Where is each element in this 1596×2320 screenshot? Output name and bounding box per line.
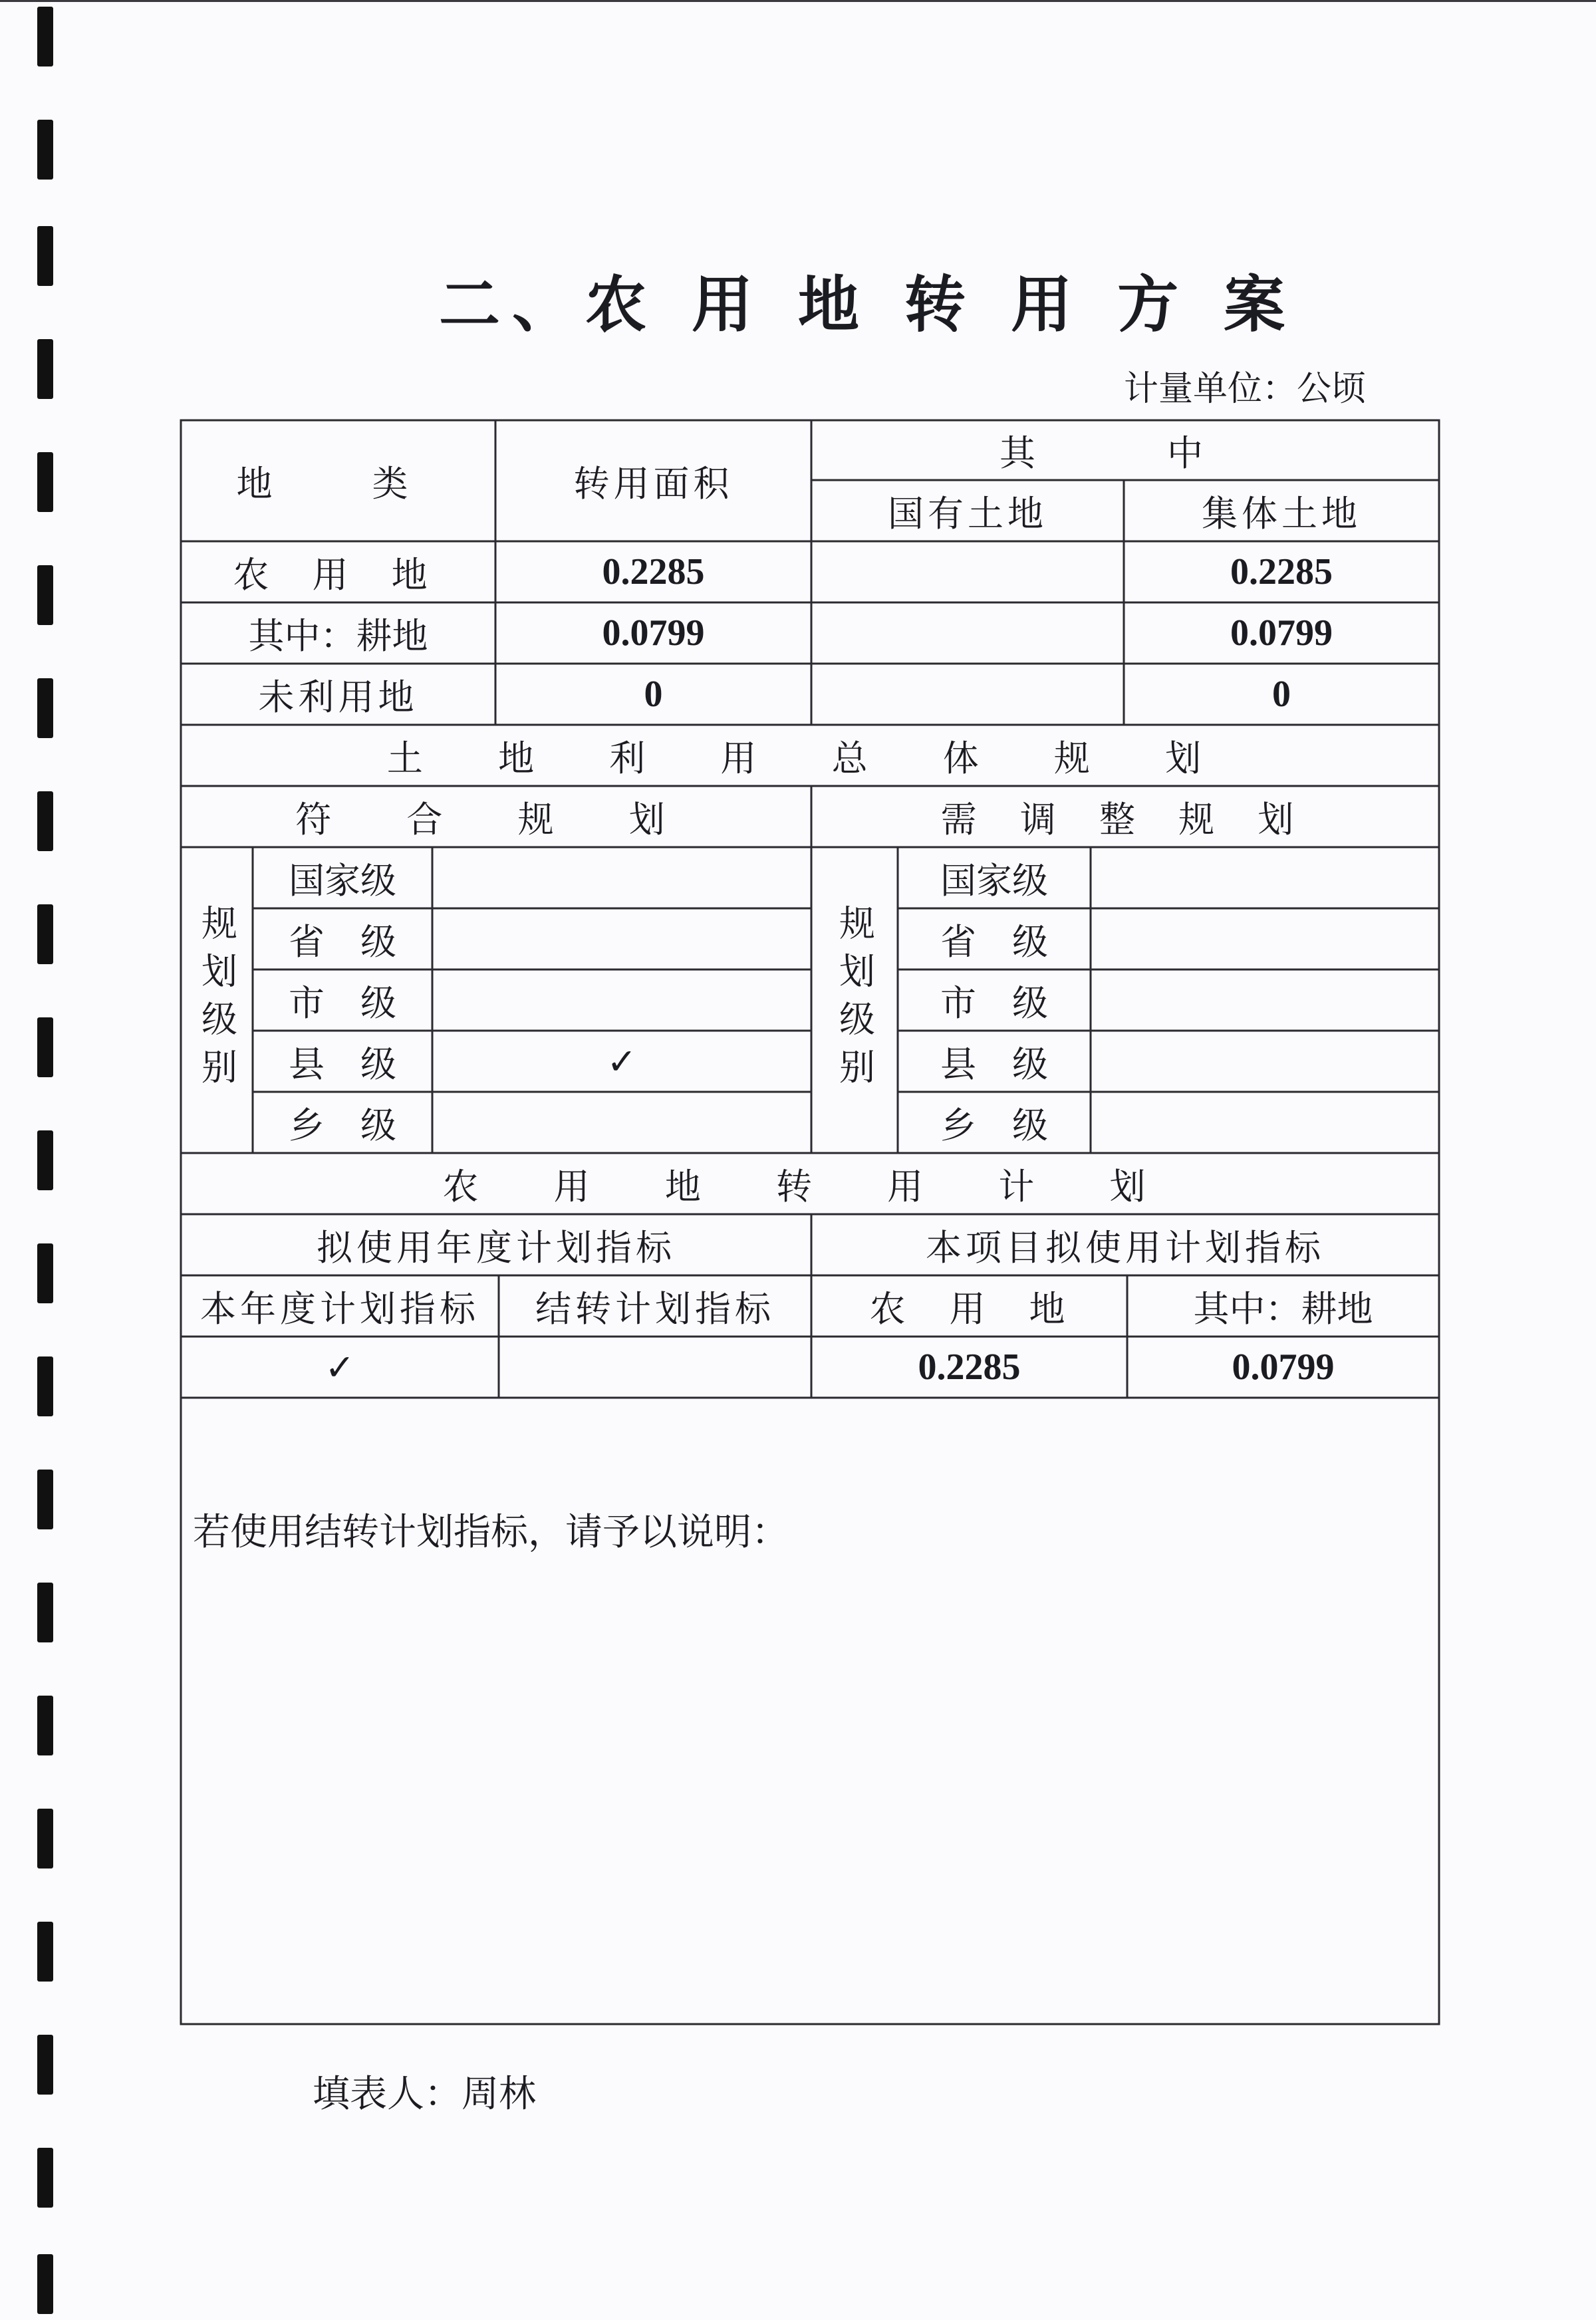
planning-heading: 土 地 利 用 总 体 规 划 <box>386 737 1234 779</box>
row-label-cultivated: 其中：耕地 <box>248 614 428 657</box>
unit-label: 计量单位：公顷 <box>1124 369 1367 409</box>
binding-mark <box>37 565 53 625</box>
binding-mark <box>37 1243 53 1303</box>
adjust-level-city: 市 级 <box>940 981 1048 1024</box>
binding-mark <box>37 2148 53 2208</box>
col-this-year-quota: 本年度计划指标 <box>200 1287 479 1330</box>
conform-mark-national <box>432 847 811 908</box>
carry-over-quota-value <box>499 1337 811 1398</box>
col-carry-over-quota: 结转计划指标 <box>535 1287 775 1330</box>
binding-mark <box>37 120 53 180</box>
binding-mark <box>37 678 53 738</box>
header-converted-area: 转用面积 <box>573 462 733 505</box>
binding-mark <box>37 904 53 964</box>
binding-mark <box>37 7 53 66</box>
adjust-mark-county <box>1091 1031 1439 1092</box>
conform-level-label: 规划级别 <box>196 904 238 1096</box>
header-state-land: 国有土地 <box>888 492 1047 535</box>
conform-mark-township <box>432 1092 811 1153</box>
binding-mark <box>37 452 53 512</box>
page-top-edge <box>0 0 1596 2</box>
adjust-mark-province <box>1091 908 1439 969</box>
adjust-heading: 需 调 整 规 划 <box>940 798 1310 840</box>
adjust-level-province: 省 级 <box>940 920 1048 963</box>
cultivated-quota-value: 0.0799 <box>1232 1347 1335 1388</box>
conform-mark-county: ✓ <box>606 1040 637 1083</box>
unused-state-value <box>811 664 1124 725</box>
adjust-level-label: 规划级别 <box>833 904 876 1096</box>
adjust-mark-national <box>1091 847 1439 908</box>
header-of-which: 其 中 <box>999 432 1251 474</box>
binding-mark <box>37 2035 53 2095</box>
binding-mark <box>37 1922 53 1982</box>
conform-level-national: 国家级 <box>289 859 396 902</box>
conversion-plan-heading: 农 用 地 转 用 计 划 <box>442 1165 1178 1208</box>
adjust-level-township: 乡 级 <box>940 1104 1048 1146</box>
form-filler: 填表人：周林 <box>313 2073 536 2116</box>
binding-mark <box>37 1017 53 1077</box>
project-quota-heading: 本项目拟使用计划指标 <box>926 1226 1325 1269</box>
conform-mark-province <box>432 908 811 969</box>
cultivated-state-value <box>811 602 1124 664</box>
col-cultivated: 其中：耕地 <box>1193 1287 1373 1330</box>
conform-level-city: 市 级 <box>289 981 396 1024</box>
binding-mark <box>37 791 53 851</box>
adjust-level-county: 县 级 <box>940 1043 1048 1085</box>
agricultural-area-value: 0.2285 <box>602 551 705 592</box>
unused-collective-value: 0 <box>1272 674 1291 715</box>
conform-level-county: 县 级 <box>289 1043 396 1085</box>
binding-mark <box>37 1470 53 1529</box>
header-collective-land: 集体土地 <box>1202 492 1361 535</box>
adjust-level-national: 国家级 <box>940 859 1048 902</box>
binding-mark <box>37 1130 53 1190</box>
header-land-type: 地 类 <box>236 462 440 505</box>
agricultural-state-value <box>811 541 1124 602</box>
adjust-mark-township <box>1091 1092 1439 1153</box>
conform-mark-city <box>432 969 811 1031</box>
this-year-quota-mark: ✓ <box>325 1346 355 1388</box>
annual-quota-heading: 拟使用年度计划指标 <box>317 1226 676 1269</box>
binding-mark <box>37 339 53 399</box>
binding-mark <box>37 1583 53 1642</box>
binding-mark <box>37 1356 53 1416</box>
row-label-unused-land: 未利用地 <box>258 676 418 718</box>
conform-heading: 符 合 规 划 <box>295 798 697 840</box>
conversion-form-table <box>180 419 1443 2028</box>
row-label-agricultural: 农 用 地 <box>233 553 444 596</box>
binding-mark <box>37 1696 53 1755</box>
binding-mark <box>37 2254 53 2314</box>
col-farmland: 农 用 地 <box>869 1287 1069 1330</box>
page-title: 二、农 用 地 转 用 方 案 <box>439 269 1297 340</box>
agricultural-collective-value: 0.2285 <box>1230 551 1333 592</box>
farmland-quota-value: 0.2285 <box>918 1347 1021 1388</box>
unused-area-value: 0 <box>644 674 663 715</box>
conform-level-township: 乡 级 <box>289 1104 396 1146</box>
binding-mark <box>37 1809 53 1869</box>
cultivated-collective-value: 0.0799 <box>1230 612 1333 654</box>
conform-level-province: 省 级 <box>289 920 396 963</box>
adjust-mark-city <box>1091 969 1439 1031</box>
carry-over-note-prompt: 若使用结转计划指标，请予以说明： <box>193 1511 789 1554</box>
binding-mark <box>37 226 53 286</box>
cultivated-area-value: 0.0799 <box>602 612 705 654</box>
